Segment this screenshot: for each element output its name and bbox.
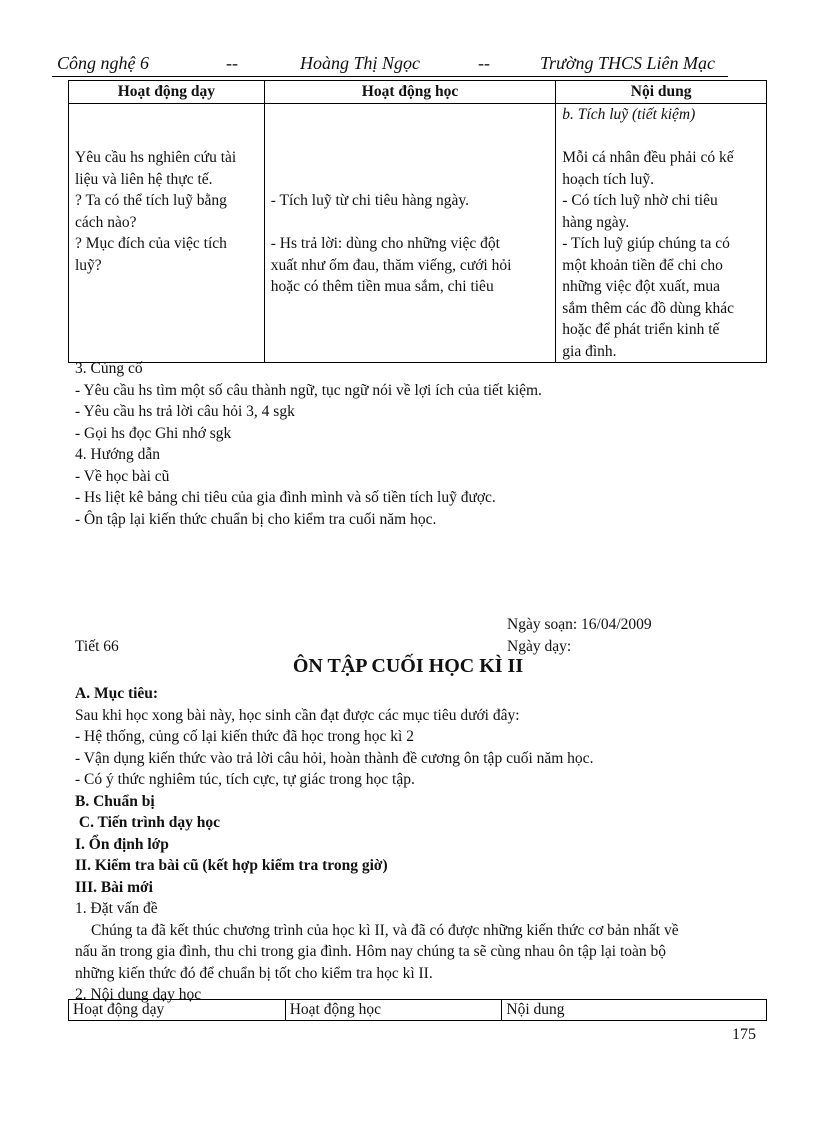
text-line: 3. Củng cố <box>75 360 143 377</box>
header-separator: -- <box>478 53 490 73</box>
cell-line: hàng ngày. <box>562 213 630 231</box>
cell-line: gia đình. <box>562 342 617 360</box>
cell-line: ? Mục đích của việc tích <box>75 235 227 252</box>
table-header-cell: Hoạt động học <box>264 81 556 104</box>
cell-line: hoặc để phát triển kinh tế <box>562 321 720 338</box>
content-cell <box>556 104 767 363</box>
text-line: - Hs liệt kê bảng chi tiêu của gia đình mình và số tiền tích luỹ được. <box>75 489 496 506</box>
table-header-row <box>69 81 767 104</box>
text-line: - Yêu cầu hs trả lời câu hỏi 3, 4 sgk <box>75 403 295 420</box>
table-header-cell: Nội dung <box>556 81 767 104</box>
text-line: - Hệ thống, củng cố lại kiến thức đã học trong học kì 2 <box>75 728 414 745</box>
cell-line: hoặc có thêm tiền mua sắm, chi tiêu <box>270 278 494 295</box>
cell-line: luỹ? <box>75 256 102 274</box>
text-line: - Yêu cầu hs tìm một số câu thành ngữ, tục ngữ nói về lợi ích của tiết kiệm. <box>75 381 542 399</box>
paragraph-line: những kiến thức đó để chuẩn bị tốt cho kiểm tra học kì II. <box>75 964 433 982</box>
table-row <box>69 104 767 363</box>
header-school: Trường THCS Liên Mạc <box>540 53 715 73</box>
consolidation-section <box>75 358 542 530</box>
lesson-title: ÔN TẬP CUỐI HỌC KÌ II <box>292 655 524 677</box>
cell-line: liệu và liên hệ thực tế. <box>75 170 213 188</box>
text-line: 4. Hướng dẫn <box>75 446 161 463</box>
activity-table <box>68 80 767 363</box>
header-rule <box>52 76 728 77</box>
table-header-cell: Hoạt động dạy <box>69 81 265 104</box>
date-taught: Ngày dạy: <box>507 638 572 655</box>
cell-line: cách nào? <box>75 213 137 231</box>
table-header-cell: Hoạt động học <box>285 1000 502 1021</box>
section-heading: III. Bài mới <box>75 878 153 896</box>
cell-line: những việc đột xuất, mua <box>562 278 721 295</box>
header-separator: -- <box>226 53 238 73</box>
text-line: - Vận dụng kiến thức vào trả lời câu hỏi, hoàn thành đề cương ôn tập cuối năm học. <box>75 749 594 767</box>
cell-line: ? Ta có thể tích luỹ bằng <box>75 192 227 209</box>
cell-line: - Tích luỹ giúp chúng ta có <box>562 235 730 252</box>
teacher-activity-cell <box>69 104 265 363</box>
period-number: Tiết 66 <box>75 638 119 655</box>
cell-line: - Tích luỹ từ chi tiêu hàng ngày. <box>270 192 469 209</box>
paragraph-line: nấu ăn trong gia đình, thu chi trong gia đình. Hôm nay chúng ta sẽ cùng nhau ôn tập lại toàn bộ <box>75 943 667 960</box>
paragraph-line: Chúng ta đã kết thúc chương trình của học kì II, và đã có được những kiến thức cơ bản nhất về <box>91 921 679 939</box>
cell-line: sắm thêm các đồ dùng khác <box>562 299 735 317</box>
section-heading: II. Kiểm tra bài cũ (kết hợp kiểm tra trong giờ) <box>75 857 388 874</box>
text-line: 1. Đặt vấn đề <box>75 900 158 917</box>
text-line: - Về học bài cũ <box>75 467 170 485</box>
text-line: - Gọi hs đọc Ghi nhớ sgk <box>75 424 232 442</box>
header-author: Hoàng Thị Ngọc <box>300 53 421 73</box>
section-heading: A. Mục tiêu: <box>75 685 159 702</box>
text-line: - Có ý thức nghiêm túc, tích cực, tự giác trong học tập. <box>75 771 415 788</box>
text-line: 2. Nội dung dạy học <box>75 986 202 1003</box>
header-subject: Công nghệ 6 <box>57 53 149 73</box>
cell-line: xuất như ốm đau, thăm viếng, cưới hỏi <box>270 256 512 274</box>
cell-line: - Có tích luỹ nhờ chi tiêu <box>562 192 718 209</box>
section-heading: I. Ổn định lớp <box>75 835 169 853</box>
page-number: 175 <box>732 1026 756 1043</box>
cell-line: Yêu cầu hs nghiên cứu tài <box>75 149 237 166</box>
content-subtitle: b. Tích luỹ (tiết kiệm) <box>562 106 696 123</box>
section-heading: B. Chuẩn bị <box>75 792 155 810</box>
table-header-cell: Hoạt động dạy <box>69 1000 286 1021</box>
text-line: Sau khi học xong bài này, học sinh cần đạt được các mục tiêu dưới đây: <box>75 706 520 724</box>
cell-line: Mỗi cá nhân đều phải có kế <box>562 149 734 166</box>
cell-line: - Hs trả lời: dùng cho những việc đột <box>270 235 500 252</box>
section-heading: C. Tiến trình dạy học <box>75 814 220 831</box>
table-header-row <box>69 1000 767 1021</box>
lesson-content-table <box>68 999 767 1021</box>
cell-line: một khoản tiền để chi cho <box>562 256 723 274</box>
student-activity-cell <box>264 104 556 363</box>
cell-line: hoạch tích luỹ. <box>562 170 654 188</box>
lesson-body <box>75 683 679 1006</box>
date-prepared: Ngày soạn: 16/04/2009 <box>507 616 652 633</box>
table-header-cell: Nội dung <box>502 1000 767 1021</box>
text-line: - Ôn tập lại kiến thức chuẩn bị cho kiểm tra cuối năm học. <box>75 510 437 528</box>
